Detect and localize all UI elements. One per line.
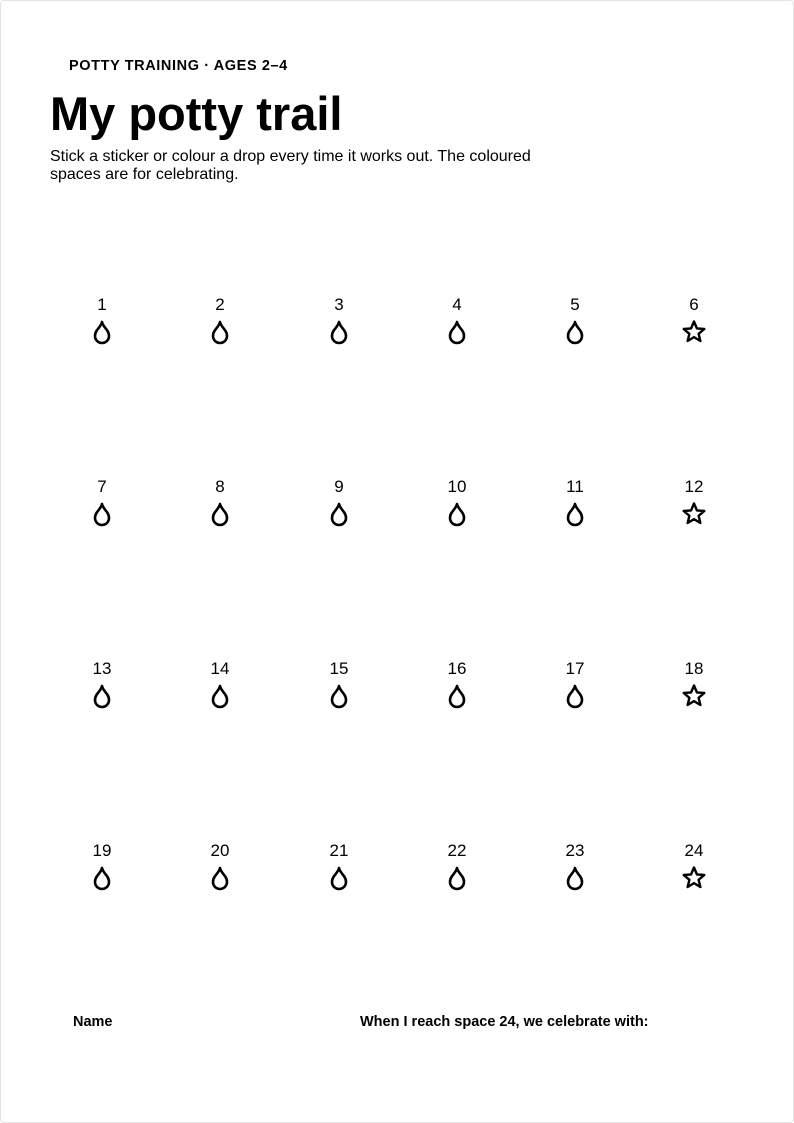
space-number: 5 [570, 295, 580, 314]
trail-space [180, 477, 260, 529]
trail-space [535, 477, 615, 529]
space-number: 3 [334, 295, 344, 314]
drop-icon [442, 681, 472, 711]
space-number: 23 [565, 841, 585, 860]
trail-space [654, 841, 734, 893]
trail-space [417, 659, 497, 711]
drop-icon [87, 499, 117, 529]
space-number: 10 [447, 477, 467, 496]
drop-icon [87, 681, 117, 711]
space-number: 8 [215, 477, 225, 496]
trail-space [180, 659, 260, 711]
space-number: 14 [210, 659, 230, 678]
drop-icon [324, 499, 354, 529]
space-number: 1 [97, 295, 107, 314]
drop-icon [87, 863, 117, 893]
space-number: 6 [689, 295, 699, 314]
star-icon [679, 317, 709, 347]
space-number: 16 [447, 659, 467, 678]
drop-icon [324, 681, 354, 711]
trail-space [417, 841, 497, 893]
trail-space [535, 295, 615, 347]
space-number: 18 [684, 659, 704, 678]
trail-space [62, 295, 142, 347]
trail-space [654, 295, 734, 347]
trail-space [417, 477, 497, 529]
trail-space [62, 841, 142, 893]
drop-icon [560, 681, 590, 711]
trail-space [180, 841, 260, 893]
space-number: 11 [566, 477, 584, 496]
space-number: 7 [97, 477, 107, 496]
trail-space [62, 477, 142, 529]
potty-trail [1, 1, 794, 1001]
trail-space [654, 659, 734, 711]
drop-icon [442, 499, 472, 529]
star-icon [679, 863, 709, 893]
space-number: 19 [92, 841, 112, 860]
space-number: 2 [215, 295, 225, 314]
space-number: 15 [329, 659, 349, 678]
trail-space [62, 659, 142, 711]
drop-icon [442, 863, 472, 893]
trail-space [299, 477, 379, 529]
star-icon [679, 499, 709, 529]
space-number: 13 [92, 659, 112, 678]
drop-icon [205, 863, 235, 893]
drop-icon [560, 499, 590, 529]
drop-icon [442, 317, 472, 347]
space-number: 4 [452, 295, 462, 314]
space-number: 20 [210, 841, 230, 860]
space-number: 24 [684, 841, 704, 860]
worksheet-kicker: POTTY TRAINING · AGES 2–4 [69, 58, 288, 74]
space-number: 12 [684, 477, 704, 496]
trail-space [299, 659, 379, 711]
instructions-text: Stick a sticker or colour a drop every time it works out. The coloured spaces are for celebrating. [50, 148, 531, 183]
space-number: 22 [447, 841, 467, 860]
trail-space [654, 477, 734, 529]
drop-icon [205, 681, 235, 711]
drop-icon [205, 499, 235, 529]
drop-icon [324, 317, 354, 347]
drop-icon [560, 863, 590, 893]
drop-icon [205, 317, 235, 347]
page-title: My potty trail [50, 87, 343, 140]
space-number: 17 [565, 659, 585, 678]
trail-space [417, 295, 497, 347]
drop-icon [87, 317, 117, 347]
trail-space [535, 659, 615, 711]
drop-icon [560, 317, 590, 347]
trail-space [299, 295, 379, 347]
trail-space [535, 841, 615, 893]
name-label: Name [73, 1014, 113, 1030]
drop-icon [324, 863, 354, 893]
star-icon [679, 681, 709, 711]
trail-space [180, 295, 260, 347]
space-number: 9 [334, 477, 344, 496]
reward-label: When I reach space 24, we celebrate with: [360, 1014, 649, 1030]
space-number: 21 [329, 841, 349, 860]
trail-space [299, 841, 379, 893]
